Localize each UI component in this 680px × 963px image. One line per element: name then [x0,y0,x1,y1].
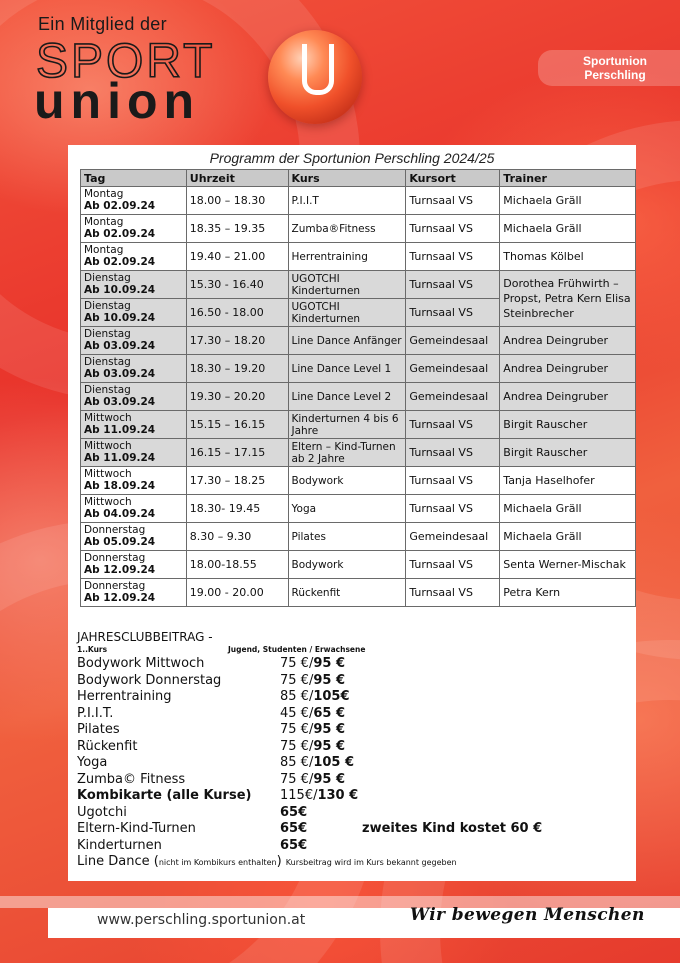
time-cell: 16.50 - 18.00 [186,299,288,327]
course-cell: Bodywork [288,551,406,579]
trainer-cell: Andrea Deingruber [500,327,636,355]
course-cell: Bodywork [288,467,406,495]
fee-adult: 95 € [313,738,345,754]
day-cell [81,383,187,411]
fee-row [77,788,627,805]
fee-adult: 105€ [313,689,350,704]
location-cell: Turnsaal VS [406,467,500,495]
fee-row [77,772,627,789]
start-date: Ab 05.09.24 [84,536,156,548]
trainer-cell: Tanja Haselhofer [500,467,636,495]
fee-adult: 65€ [280,821,308,836]
fee-name: Bodywork Donnerstag [77,672,222,688]
column-header-kursort: Kursort [406,170,500,187]
location-cell: Gemeindesaal [406,327,500,355]
time-cell: 17.30 – 18.20 [186,327,288,355]
content-panel [68,145,636,881]
trainer-cell: Michaela Gräll [500,495,636,523]
day-cell [81,439,187,467]
course-cell: Line Dance Level 2 [288,383,406,411]
table-row [81,523,636,551]
fee-youth: 75 €/ [280,656,314,671]
course-cell: P.I.I.T [288,187,406,215]
location-cell: Turnsaal VS [406,579,500,607]
fee-youth: 75 €/ [280,771,314,787]
time-cell: 16.15 – 17.15 [186,439,288,467]
table-row [81,215,636,243]
location-cell: Gemeindesaal [406,383,500,411]
weekday: Dienstag [84,384,131,396]
fee-price [280,739,345,756]
fees-sub-categories: Jugend, Studenten / Erwachsene [228,645,366,654]
start-date: Ab 11.09.24 [84,452,156,464]
fee-adult: 95 € [313,771,345,787]
fee-name: Herrentraining [77,689,172,704]
weekday: Montag [84,244,124,256]
time-cell: 8.30 – 9.30 [186,523,288,551]
fee-row [77,821,627,838]
start-date: Ab 18.09.24 [84,480,156,492]
fee-name: P.I.I.T. [77,705,114,721]
u-letter-icon [302,44,334,95]
course-cell: UGOTCHI Kinderturnen [288,299,406,327]
start-date: Ab 04.09.24 [84,508,156,520]
fee-note: zweites Kind kostet 60 € [362,821,543,836]
day-cell [81,551,187,579]
club-name [560,54,670,82]
table-row [81,187,636,215]
time-cell: 19.40 – 21.00 [186,243,288,271]
fee-name: Rückenfit [77,738,138,754]
fees-title: JAHRESCLUBBEITRAG - [77,630,213,644]
fee-price [280,838,307,855]
fee-adult: 105 € [313,755,355,770]
location-cell: Turnsaal VS [406,187,500,215]
day-cell [81,467,187,495]
sportunion-ball-logo-icon [268,30,362,124]
weekday: Mittwoch [84,412,132,424]
course-cell: Kinderturnen 4 bis 6 Jahre [288,411,406,439]
fee-adult: 65€ [280,804,308,820]
weekday: Montag [84,216,124,228]
fee-price [280,805,307,822]
start-date: Ab 03.09.24 [84,340,156,352]
schedule-title: Programm der Sportunion Perschling 2024/25 [209,150,495,166]
course-cell: Line Dance Anfänger [288,327,406,355]
time-cell: 15.30 - 16.40 [186,271,288,299]
fee-row [77,722,627,739]
fee-line-dance: Line Dance (nicht im Kombikurs enthalten) Kursbeitrag wird im Kurs bekannt gegeben [77,854,457,869]
start-date: Ab 12.09.24 [84,564,156,576]
time-cell: 18.30 – 19.20 [186,355,288,383]
fees-sub-course: 1..Kurs [77,645,108,654]
trainer-cell: Birgit Rauscher [500,411,636,439]
weekday: Dienstag [84,356,131,368]
table-row [81,327,636,355]
fee-line-dance-info: Kursbeitrag wird im Kurs bekannt gegeben [285,858,457,867]
course-cell: Zumba®Fitness [288,215,406,243]
weekday: Donnerstag [84,524,146,536]
day-cell [81,355,187,383]
fee-adult: 95 € [313,672,345,688]
fee-name: Kombikarte (alle Kurse) [77,788,252,803]
club-name-line2: Perschling [584,68,646,82]
start-date: Ab 11.09.24 [84,424,156,436]
location-cell: Turnsaal VS [406,411,500,439]
fee-price [280,772,345,789]
start-date: Ab 03.09.24 [84,368,156,380]
fee-line-dance-note: nicht im Kombikurs enthalten [158,858,277,867]
fee-row [77,805,627,822]
trainer-cell: Michaela Gräll [500,215,636,243]
start-date: Ab 10.09.24 [84,284,156,296]
fee-row [77,656,627,673]
fee-row [77,706,627,723]
fee-name: Pilates [77,722,120,737]
location-cell: Gemeindesaal [406,523,500,551]
fee-row-line-dance [77,854,627,871]
weekday: Donnerstag [84,552,146,564]
fee-price [280,673,345,690]
fee-youth: 75 €/ [280,722,314,737]
time-cell: 17.30 – 18.25 [186,467,288,495]
table-row [81,467,636,495]
table-row [81,411,636,439]
fee-adult: 65€ [280,837,308,853]
course-cell: Yoga [288,495,406,523]
fee-youth: 75 €/ [280,738,314,754]
course-cell: Eltern – Kind-Turnen ab 2 Jahre [288,439,406,467]
time-cell: 19.00 - 20.00 [186,579,288,607]
table-row [81,579,636,607]
table-row [81,355,636,383]
time-cell: 19.30 – 20.20 [186,383,288,411]
fee-row [77,689,627,706]
weekday: Montag [84,188,124,200]
day-cell [81,299,187,327]
fee-youth: 85 €/ [280,755,314,770]
course-cell: UGOTCHI Kinderturnen [288,271,406,299]
slogan: Wir bewegen Menschen [410,905,645,925]
weekday: Mittwoch [84,496,132,508]
course-cell: Herrentraining [288,243,406,271]
weekday: Donnerstag [84,580,146,592]
trainer-cell: Andrea Deingruber [500,383,636,411]
day-cell [81,215,187,243]
column-header-trainer: Trainer [500,170,636,187]
schedule-table [80,169,636,607]
course-cell: Line Dance Level 1 [288,355,406,383]
trainer-cell: Senta Werner-Mischak [500,551,636,579]
day-cell [81,327,187,355]
column-header-tag: Tag [81,170,187,187]
fee-adult: 95 € [313,656,345,671]
fee-row [77,838,627,855]
location-cell: Turnsaal VS [406,551,500,579]
location-cell: Turnsaal VS [406,299,500,327]
fee-row [77,673,627,690]
table-row [81,495,636,523]
day-cell [81,523,187,551]
start-date: Ab 03.09.24 [84,396,156,408]
course-cell: Pilates [288,523,406,551]
column-header-uhrzeit: Uhrzeit [186,170,288,187]
fees-section [77,630,627,871]
fee-price [280,821,307,838]
location-cell: Gemeindesaal [406,355,500,383]
fee-youth: 75 €/ [280,672,314,688]
time-cell: 18.30- 19.45 [186,495,288,523]
location-cell: Turnsaal VS [406,215,500,243]
start-date: Ab 02.09.24 [84,228,156,240]
day-cell [81,579,187,607]
fee-row [77,755,627,772]
schedule-header-row [81,170,636,187]
fee-name: Bodywork Mittwoch [77,656,205,671]
day-cell [81,411,187,439]
day-cell [81,495,187,523]
location-cell: Turnsaal VS [406,271,500,299]
start-date: Ab 02.09.24 [84,256,156,268]
weekday: Mittwoch [84,468,132,480]
fee-name: Eltern-Kind-Turnen [77,821,196,836]
location-cell: Turnsaal VS [406,243,500,271]
start-date: Ab 12.09.24 [84,592,156,604]
trainer-cell: Dorothea Frühwirth – Propst, Petra Kern Elisa Steinbrecher [500,271,636,327]
fee-price [280,755,354,772]
fee-name: Yoga [77,755,108,770]
fee-name: Kinderturnen [77,837,162,853]
location-cell: Turnsaal VS [406,439,500,467]
column-header-kurs: Kurs [288,170,406,187]
start-date: Ab 10.09.24 [84,312,156,324]
table-row [81,551,636,579]
brand-logo-union: union [34,73,201,129]
fee-youth: 115€/ [280,788,318,803]
fee-price [280,706,345,723]
table-row [81,243,636,271]
fee-name: Line Dance [77,854,150,869]
brand-logo-sport: SPORT [36,35,216,88]
table-row [81,439,636,467]
trainer-cell: Thomas Kölbel [500,243,636,271]
fee-price [280,722,345,739]
fee-price [280,788,358,805]
day-cell [81,243,187,271]
fees-subheader [77,644,627,656]
fee-row [77,739,627,756]
trainer-cell: Andrea Deingruber [500,355,636,383]
trainer-cell: Michaela Gräll [500,187,636,215]
time-cell: 18.00 – 18.30 [186,187,288,215]
weekday: Mittwoch [84,440,132,452]
course-cell: Rückenfit [288,579,406,607]
day-cell [81,271,187,299]
day-cell [81,187,187,215]
start-date: Ab 02.09.24 [84,200,156,212]
time-cell: 15.15 – 16.15 [186,411,288,439]
fee-name: Zumba© Fitness [77,771,186,787]
table-row [81,271,636,299]
fee-adult: 65 € [313,705,345,721]
website-link[interactable]: www.perschling.sportunion.at [97,912,306,928]
fee-adult: 95 € [313,722,345,737]
weekday: Dienstag [84,300,131,312]
weekday: Dienstag [84,272,131,284]
fee-price [280,656,345,673]
weekday: Dienstag [84,328,131,340]
fee-price [280,689,350,706]
time-cell: 18.00-18.55 [186,551,288,579]
trainer-cell: Michaela Gräll [500,523,636,551]
fee-name: Ugotchi [77,804,127,820]
fee-youth: 85 €/ [280,689,314,704]
table-row [81,383,636,411]
time-cell: 18.35 – 19.35 [186,215,288,243]
trainer-cell: Petra Kern [500,579,636,607]
location-cell: Turnsaal VS [406,495,500,523]
club-name-line1: Sportunion [583,54,647,68]
fee-adult: 130 € [317,788,359,803]
fee-youth: 45 €/ [280,705,314,721]
trainer-cell: Birgit Rauscher [500,439,636,467]
brand-tagline: Ein Mitglied der [38,14,167,34]
